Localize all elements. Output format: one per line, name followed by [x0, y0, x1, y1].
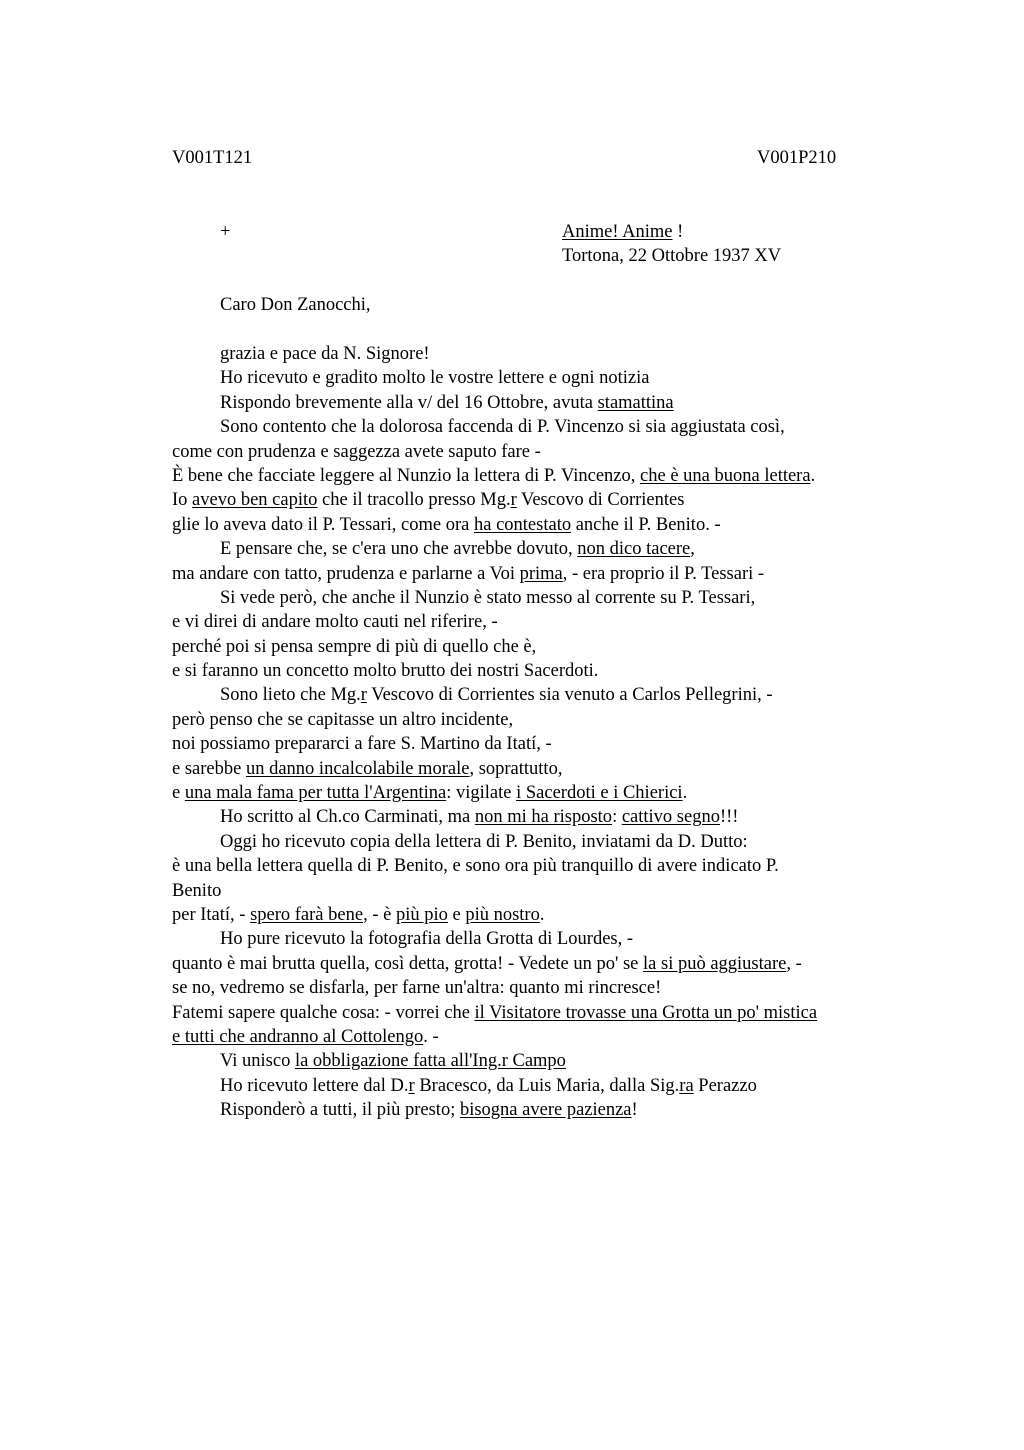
text-segment: Si vede però, che anche il Nunzio è stato messo al corrente su P. Tessari,	[220, 587, 756, 608]
letter-line	[172, 781, 932, 805]
underlined-text: non dico tacere	[577, 539, 691, 560]
text-segment: e	[172, 783, 185, 804]
text-segment: , - era proprio il P. Tessari -	[562, 563, 765, 584]
underlined-text: r	[510, 490, 517, 511]
cross-symbol: +	[220, 222, 231, 242]
letter-line	[172, 976, 932, 1000]
text-segment: che il tracollo presso Mg.	[317, 490, 511, 511]
text-segment: Sono contento che la dolorosa faccenda di P. Vincenzo si sia aggiustata così,	[220, 417, 785, 438]
underlined-text: r	[408, 1075, 415, 1096]
text-segment: è una bella lettera quella di P. Benito, e sono ora più tranquillo di avere indicato P.	[172, 856, 779, 877]
text-segment: Perazzo	[693, 1075, 757, 1096]
letter-line	[172, 464, 932, 488]
letter-line	[172, 732, 932, 756]
underlined-text: r	[360, 685, 367, 706]
letter-line	[172, 635, 932, 659]
letter-line	[172, 488, 932, 512]
underlined-text: e tutti che andranno al Cottolengo	[172, 1026, 424, 1047]
text-segment: Risponderò a tutti, il più presto;	[220, 1100, 460, 1121]
text-segment: .	[682, 783, 688, 804]
text-segment: Ho ricevuto e gradito molto le vostre lettere e ogni notizia	[220, 368, 650, 389]
motto-tail: !	[672, 222, 684, 242]
document-code-right: V001P210	[757, 148, 837, 168]
underlined-text: un danno incalcolabile morale	[245, 758, 470, 779]
letter-line	[172, 562, 932, 586]
underlined-text: ha contestato	[474, 514, 572, 535]
underlined-text: bisogna avere pazienza	[459, 1100, 632, 1121]
text-segment: quanto è mai brutta quella, così detta, grotta! - Vedete un po' se	[172, 953, 644, 974]
letter-line	[172, 1049, 932, 1073]
underlined-text: una mala fama per tutta l'Argentina	[184, 783, 447, 804]
underlined-text: il Visitatore trovasse una Grotta un po' mistica	[474, 1002, 818, 1023]
text-segment: e vi direi di andare molto cauti nel riferire, -	[172, 612, 498, 633]
underlined-text: non mi ha risposto	[474, 807, 613, 828]
text-segment: Ho scritto al Ch.co Carminati, ma	[220, 807, 475, 828]
letter-line	[172, 537, 932, 561]
letter-line	[172, 830, 932, 854]
text-segment: , - è	[363, 904, 396, 925]
letter-line	[172, 952, 932, 976]
text-segment: ma andare con tatto, prudenza e parlarne a Voi	[172, 563, 520, 584]
text-segment: Io	[172, 490, 193, 511]
letter-line	[172, 1025, 932, 1049]
date-line: Tortona, 22 Ottobre 1937 XV	[562, 246, 782, 266]
text-segment: anche il P. Benito. -	[571, 514, 721, 535]
text-segment: !	[631, 1100, 638, 1121]
text-segment: . -	[423, 1026, 439, 1047]
text-segment: però penso che se capitasse un altro incidente,	[172, 709, 514, 730]
text-segment: se no, vedremo se disfarla, per farne un'altra: quanto mi rincresce!	[172, 978, 662, 999]
underlined-text: avevo ben capito	[192, 490, 318, 511]
text-segment: Ho pure ricevuto la fotografia della Grotta di Lourdes, -	[220, 929, 634, 950]
underlined-text: che è una buona lettera	[640, 465, 811, 486]
text-segment: Bracesco, da Luis Maria, dalla Sig.	[414, 1075, 680, 1096]
text-segment: ,	[690, 539, 695, 560]
letter-body	[172, 342, 932, 1123]
text-segment: Benito	[172, 880, 222, 901]
letter-line	[172, 415, 932, 439]
letter-line	[172, 610, 932, 634]
text-segment: noi possiamo prepararci a fare S. Martino da Itatí, -	[172, 734, 552, 755]
letter-line	[172, 391, 932, 415]
letter-line	[172, 342, 932, 366]
text-segment: per Itatí, -	[172, 904, 251, 925]
underlined-text: prima	[519, 563, 563, 584]
text-segment: Fatemi sapere qualche cosa: - vorrei che	[172, 1002, 475, 1023]
text-segment: Rispondo brevemente alla v/ del 16 Ottobre, avuta	[220, 392, 598, 413]
document-code-left: V001T121	[172, 148, 253, 168]
text-segment: Ho ricevuto lettere dal D.	[220, 1075, 409, 1096]
underlined-text: ra	[679, 1075, 694, 1096]
letter-line	[172, 854, 932, 878]
text-segment: e	[447, 904, 466, 925]
text-segment: Vescovo di Corrientes sia venuto a Carlos Pellegrini, -	[366, 685, 773, 706]
letter-line	[172, 805, 932, 829]
letter-line	[172, 513, 932, 537]
letter-line	[172, 879, 932, 903]
text-segment: Vescovo di Corrientes	[516, 490, 685, 511]
letter-line	[172, 440, 932, 464]
letter-line	[172, 903, 932, 927]
text-segment: Sono lieto che Mg.	[220, 685, 361, 706]
letter-line	[172, 757, 932, 781]
text-segment: :	[612, 807, 622, 828]
text-segment: È bene che facciate leggere al Nunzio la lettera di P. Vincenzo,	[172, 465, 641, 486]
letter-line	[172, 659, 932, 683]
text-segment: come con prudenza e saggezza avete saputo fare -	[172, 441, 541, 462]
text-segment: e sarebbe	[172, 758, 246, 779]
letter-line	[172, 366, 932, 390]
text-segment: E pensare che, se c'era uno che avrebbe dovuto,	[220, 539, 578, 560]
letter-line	[172, 586, 932, 610]
motto-underlined: Anime! Anime	[562, 222, 673, 242]
underlined-text: la obbligazione fatta all'Ing.r Campo	[294, 1051, 566, 1072]
letter-line	[172, 927, 932, 951]
text-segment: , -	[786, 953, 802, 974]
letter-line	[172, 1001, 932, 1025]
text-segment: e si faranno un concetto molto brutto dei nostri Sacerdoti.	[172, 661, 599, 682]
text-segment: Vi unisco	[220, 1051, 295, 1072]
text-segment: grazia e pace da N. Signore!	[220, 344, 430, 364]
text-segment: glie lo aveva dato il P. Tessari, come ora	[172, 514, 474, 535]
salutation: Caro Don Zanocchi,	[220, 295, 371, 315]
underlined-text: spero farà bene	[250, 904, 364, 925]
text-segment: .	[539, 904, 545, 925]
letter-line	[172, 1098, 932, 1122]
underlined-text: più pio	[395, 904, 448, 925]
underlined-text: cattivo segno	[621, 807, 720, 828]
letter-line	[172, 683, 932, 707]
underlined-text: i Sacerdoti e i Chierici	[516, 783, 683, 804]
letter-line	[172, 1074, 932, 1098]
motto	[562, 220, 683, 244]
text-segment: Oggi ho ricevuto copia della lettera di P. Benito, inviatami da D. Dutto:	[220, 831, 748, 852]
text-segment: : vigilate	[446, 783, 517, 804]
letter-line	[172, 708, 932, 732]
underlined-text: la si può aggiustare	[643, 953, 787, 974]
text-segment: !!!	[719, 807, 739, 828]
text-segment: , soprattutto,	[469, 758, 563, 779]
text-segment: perché poi si pensa sempre di più di quello che è,	[172, 636, 537, 657]
underlined-text: stamattina	[597, 392, 674, 413]
underlined-text: più nostro	[465, 904, 540, 925]
text-segment: .	[810, 465, 816, 486]
